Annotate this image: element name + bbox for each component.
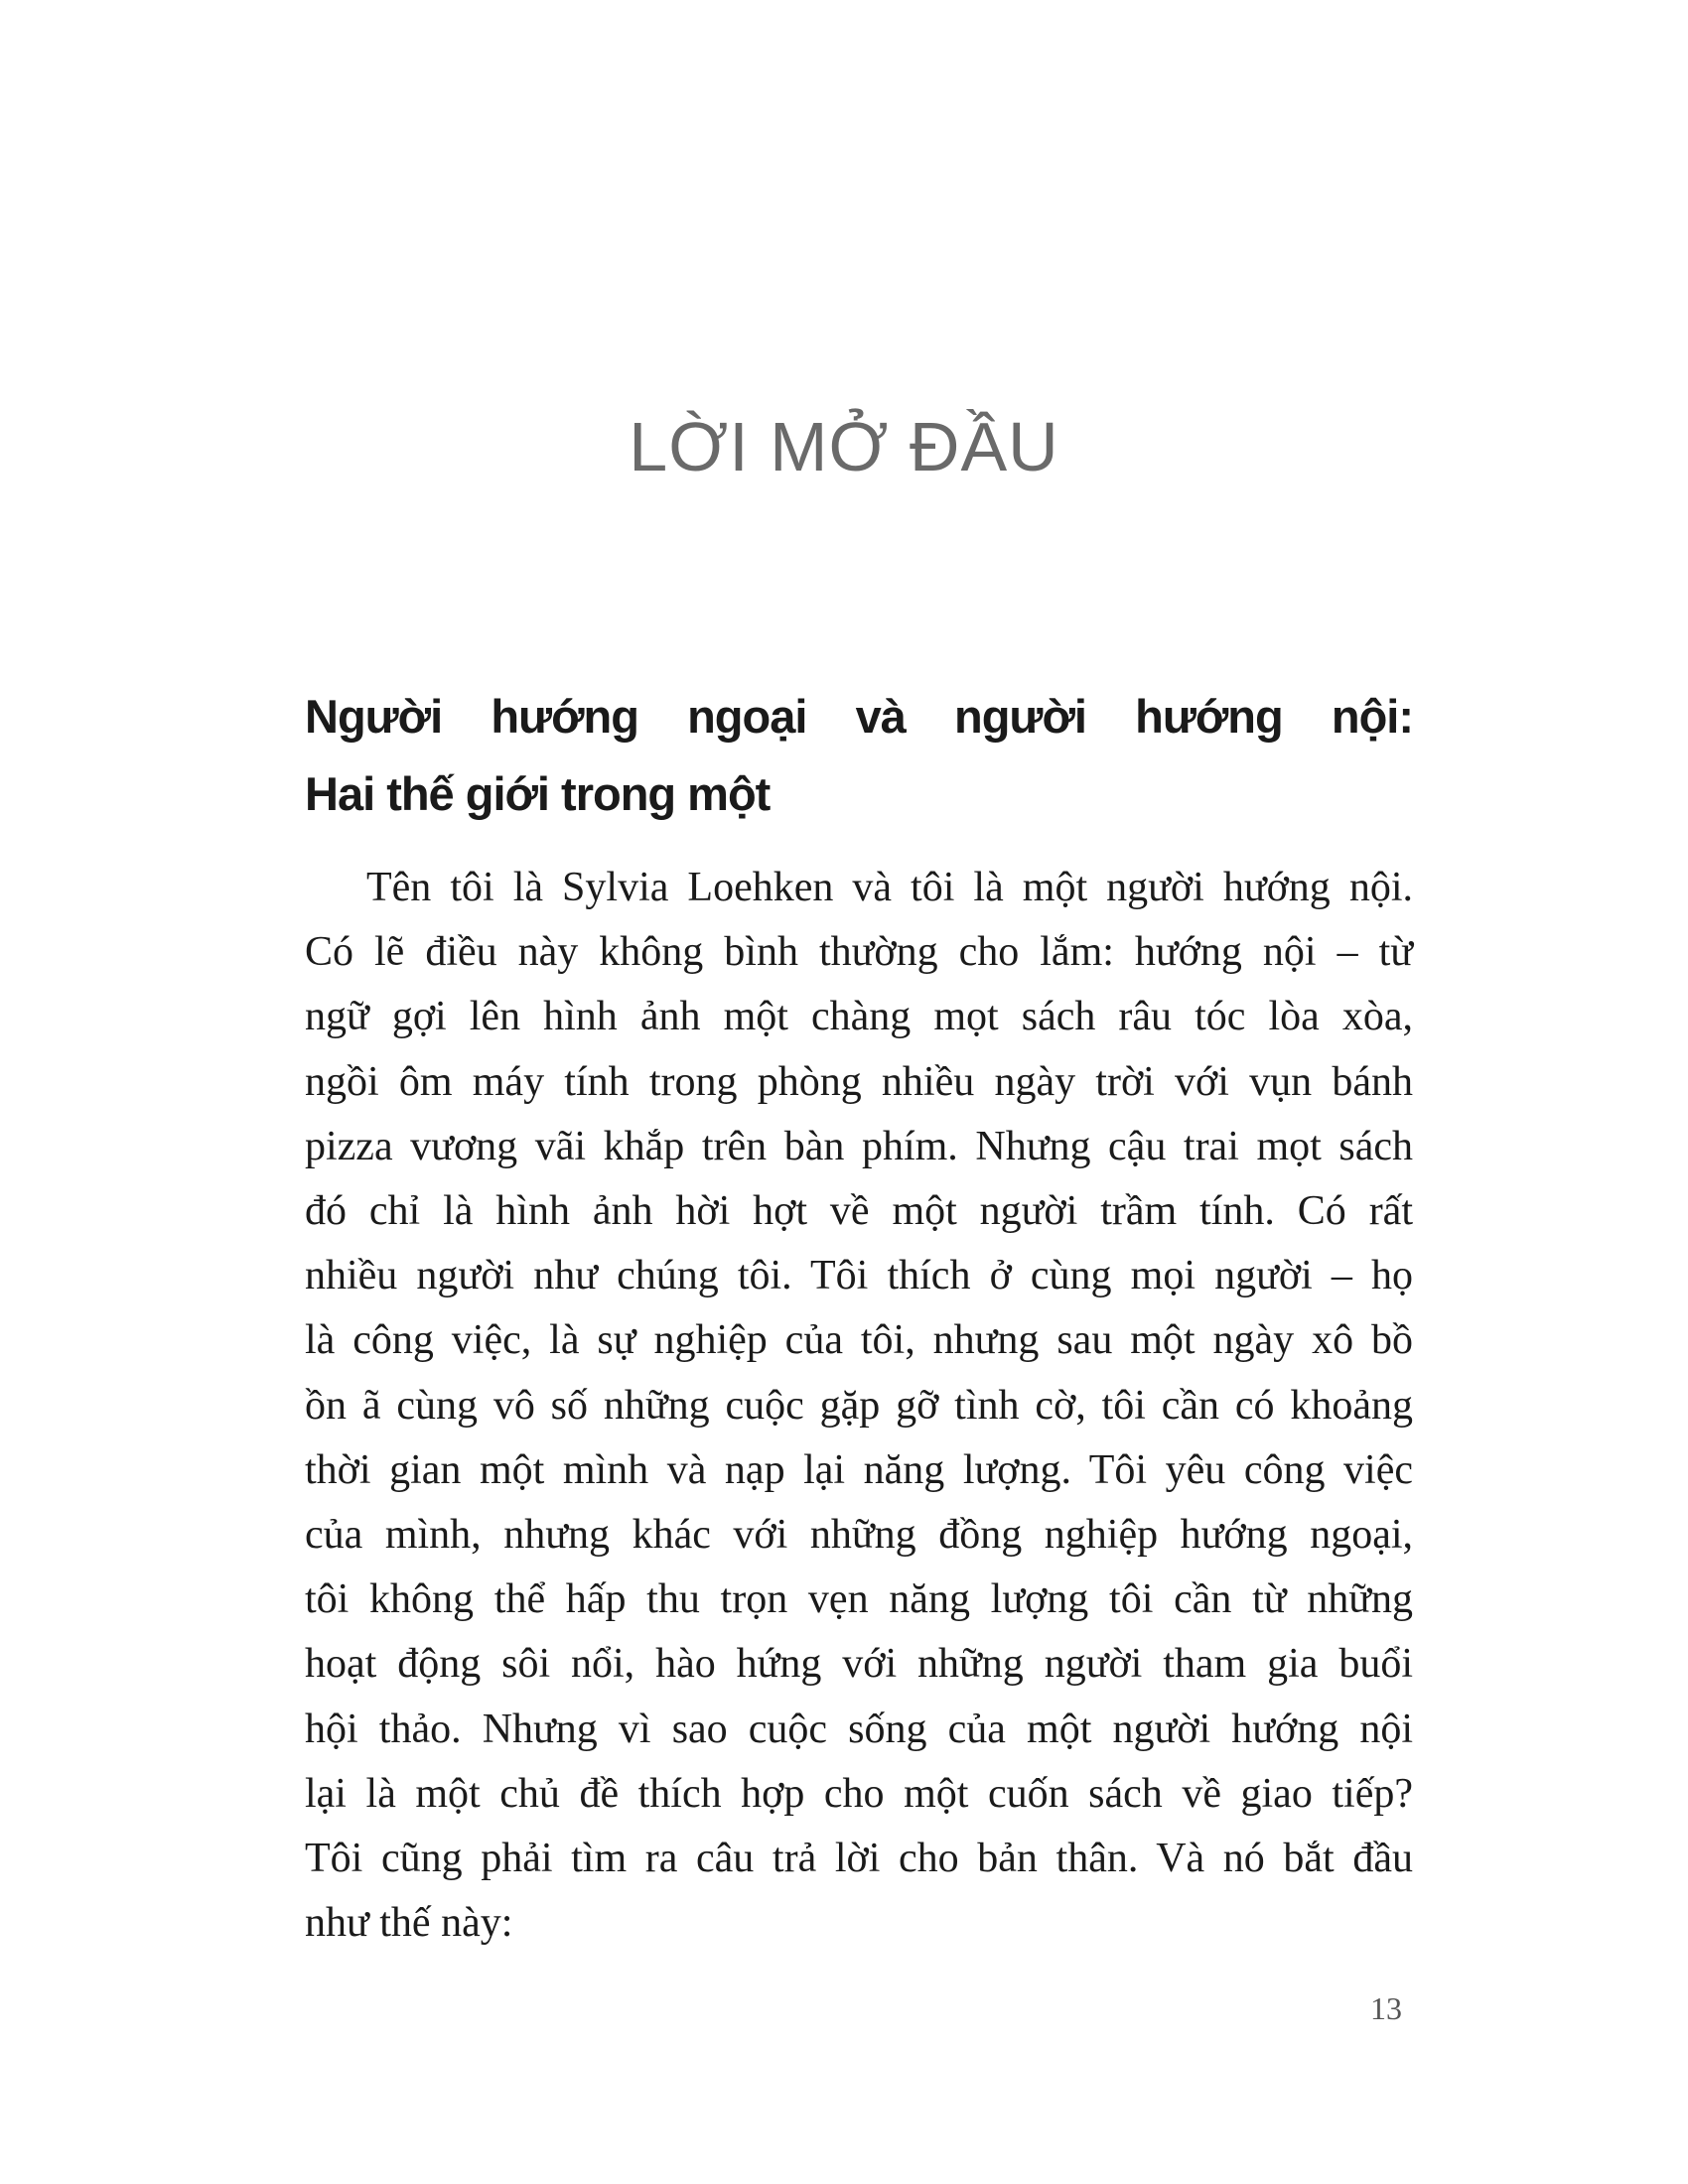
paragraph-line: đó chỉ là hình ảnh hời hợt về một người trầm tính. Có rất (305, 1188, 1413, 1235)
paragraph-line: lại là một chủ đề thích hợp cho một cuốn sách về giao tiếp? (305, 1770, 1413, 1817)
paragraph-line: tôi không thể hấp thu trọn vẹn năng lượng tôi cần từ những (305, 1576, 1413, 1623)
paragraph-line: Tôi cũng phải tìm ra câu trả lời cho bản thân. Và nó bắt đầu (305, 1836, 1413, 1882)
paragraph-line: Tên tôi là Sylvia Loehken và tôi là một người hướng nội. (366, 865, 1413, 910)
paragraph-line: pizza vương vãi khắp trên bàn phím. Nhưng cậu trai mọt sách (305, 1123, 1413, 1169)
heading-line: Người hướng ngoại và người hướng nội: (305, 690, 1413, 743)
body-paragraph (305, 856, 1413, 1956)
paragraph-line: hội thảo. Nhưng vì sao cuộc sống của một người hướng nội (305, 1706, 1413, 1752)
paragraph-line: thời gian một mình và nạp lại năng lượng. Tôi yêu công việc (305, 1446, 1413, 1493)
page-number: 13 (1370, 1990, 1402, 2026)
paragraph-line: ngồi ôm máy tính trong phòng nhiều ngày trời với vụn bánh (305, 1058, 1413, 1105)
chapter-title: LỜI MỞ ĐẦU (629, 408, 1059, 485)
paragraph-line: của mình, nhưng khác với những đồng nghiệp hướng ngoại, (305, 1512, 1413, 1559)
paragraph-line: nhiều người như chúng tôi. Tôi thích ở cùng mọi người – họ (305, 1253, 1413, 1299)
paragraph-line: ồn ã cùng vô số những cuộc gặp gỡ tình cờ, tôi cần có khoảng (305, 1382, 1413, 1429)
paragraph-line: như thế này: (305, 1900, 513, 1947)
heading-line: Hai thế giới trong một (305, 767, 771, 820)
paragraph-line: ngữ gợi lên hình ảnh một chàng mọt sách râu tóc lòa xòa, (305, 994, 1413, 1040)
paragraph-line: là công việc, là sự nghiệp của tôi, nhưng sau một ngày xô bồ (305, 1317, 1413, 1364)
section-heading (305, 678, 1413, 833)
paragraph-line: hoạt động sôi nổi, hào hứng với những người tham gia buổi (305, 1641, 1413, 1688)
paragraph-line: Có lẽ điều này không bình thường cho lắm: hướng nội – từ (305, 929, 1413, 976)
